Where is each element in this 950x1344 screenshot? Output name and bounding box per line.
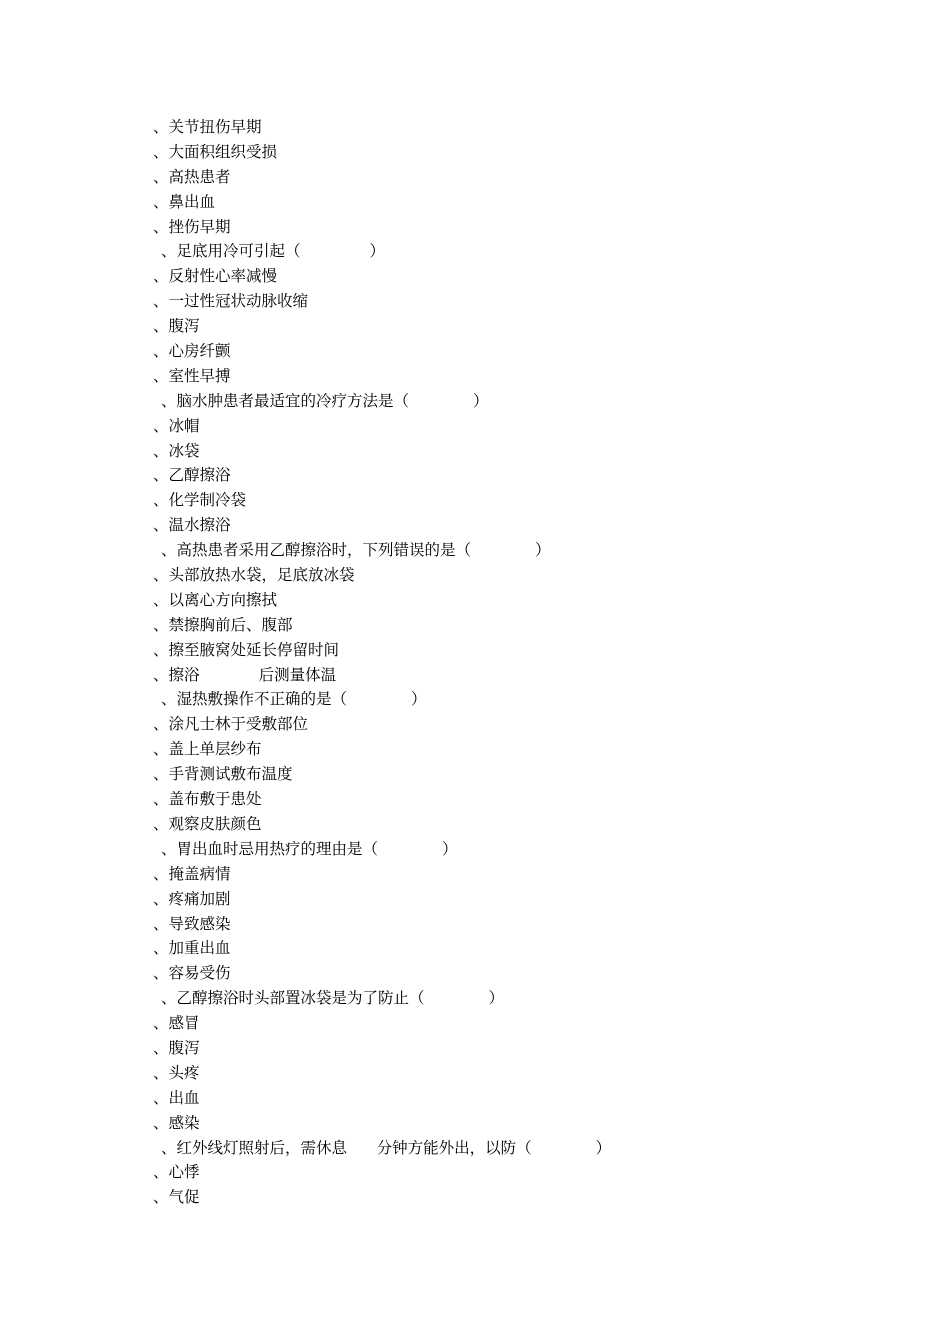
option-line: 、禁擦胸前后、腹部 (153, 615, 293, 634)
question-line: 、脑水肿患者最适宜的冷疗方法是（ ） (161, 391, 489, 410)
option-line: 、冰袋 (153, 441, 200, 460)
document-body (153, 115, 853, 1210)
option-line: 、感染 (153, 1113, 200, 1132)
option-line: 、心房纤颤 (153, 342, 231, 361)
option-line: 、腹泻 (153, 317, 200, 336)
option-line: 、一过性冠状动脉收缩 (153, 292, 309, 311)
option-line: 、观察皮肤颜色 (153, 814, 262, 833)
option-line: 、导致感染 (153, 914, 231, 933)
option-line: 、挫伤早期 (153, 217, 231, 236)
question-line: 、高热患者采用乙醇擦浴时，下列错误的是（ ） (161, 541, 551, 560)
option-line: 、头疼 (153, 1063, 200, 1082)
option-line: 、出血 (153, 1088, 200, 1107)
option-line: 、以离心方向擦拭 (153, 590, 278, 609)
option-line: 、容易受伤 (153, 964, 231, 983)
option-line: 、涂凡士林于受敷部位 (153, 715, 309, 734)
question-line: 、湿热敷操作不正确的是（ ） (161, 690, 427, 709)
option-line: 、加重出血 (153, 939, 231, 958)
option-line: 、温水擦浴 (153, 516, 231, 535)
option-line: 、头部放热水袋，足底放冰袋 (153, 566, 355, 585)
option-line: 、掩盖病情 (153, 864, 231, 883)
option-line: 、疼痛加剧 (153, 889, 231, 908)
option-line: 、盖上单层纱布 (153, 740, 262, 759)
question-line: 、胃出血时忌用热疗的理由是（ ） (161, 839, 458, 858)
option-line: 、乙醇擦浴 (153, 466, 231, 485)
question-line: 、足底用冷可引起（ ） (161, 242, 385, 261)
option-line: 、高热患者 (153, 167, 231, 186)
option-line: 、感冒 (153, 1014, 200, 1033)
question-line: 、乙醇擦浴时头部置冰袋是为了防止（ ） (161, 989, 505, 1008)
option-line: 、心悸 (153, 1163, 200, 1182)
option-line: 、反射性心率减慢 (153, 267, 278, 286)
question-line: 、红外线灯照射后，需休息 分钟方能外出，以防（ ） (161, 1138, 612, 1157)
option-line: 、大面积组织受损 (153, 142, 278, 161)
option-line: 、盖布敷于患处 (153, 790, 262, 809)
option-line: 、室性早搏 (153, 366, 231, 385)
option-line: 、化学制冷袋 (153, 491, 247, 510)
option-line: 、擦浴 后测量体温 (153, 665, 337, 684)
option-line: 、擦至腋窝处延长停留时间 (153, 640, 340, 659)
option-line: 、冰帽 (153, 416, 200, 435)
option-line: 、气促 (153, 1188, 200, 1207)
option-line: 、鼻出血 (153, 192, 216, 211)
option-line: 、关节扭伤早期 (153, 118, 262, 136)
option-line: 、腹泻 (153, 1038, 200, 1057)
option-line: 、手背测试敷布温度 (153, 765, 293, 784)
